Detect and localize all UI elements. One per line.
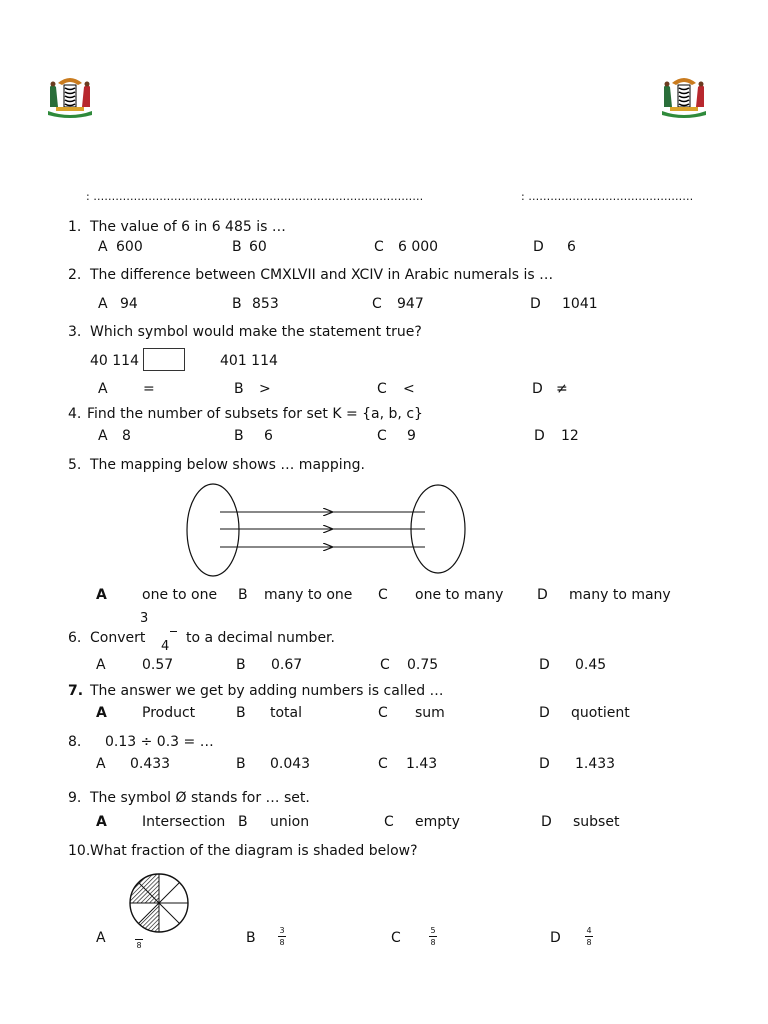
question-text: The answer we get by adding numbers is called … — [90, 683, 444, 699]
option-text: Product — [142, 705, 196, 721]
option-text: 1.433 — [575, 756, 616, 772]
option-text: 0.433 — [130, 756, 171, 772]
option-letter: A — [96, 756, 106, 772]
option-text: 6 — [567, 239, 576, 255]
option-letter: C — [380, 657, 390, 673]
option-letter: B — [236, 705, 246, 721]
option-text: > — [259, 381, 271, 397]
question-text: The symbol Ø stands for … set. — [90, 790, 310, 806]
question-number: 9. — [68, 790, 82, 806]
option-fraction: 4 8 — [586, 926, 592, 947]
option-text: 6 — [264, 428, 273, 444]
comparison-left-number: 40 114 — [90, 353, 139, 369]
question-number: 5. — [68, 457, 82, 473]
option-letter: C — [377, 381, 387, 397]
option-text: 0.043 — [270, 756, 311, 772]
fraction-denominator: 4 — [161, 639, 170, 654]
question-number: 10. — [68, 843, 91, 859]
option-text: union — [270, 814, 310, 830]
question-text: The value of 6 in 6 485 is … — [90, 219, 286, 235]
question-text: Convert — [90, 630, 146, 646]
option-letter: D — [533, 239, 544, 255]
option-letter: D — [537, 587, 548, 603]
option-fraction: 3 8 — [279, 926, 285, 947]
option-text: 6 000 — [398, 239, 439, 255]
option-letter: A — [96, 587, 107, 603]
question-text: The difference between CMXLVII and XCIV in Arabic numerals is … — [90, 267, 554, 283]
comparison-right-number: 401 114 — [220, 353, 278, 369]
question-number: 2. — [68, 267, 82, 283]
option-letter: C — [378, 756, 388, 772]
option-text: quotient — [571, 705, 630, 721]
option-text: subset — [573, 814, 620, 830]
option-text: 94 — [120, 296, 138, 312]
shaded-circle-diagram — [128, 873, 190, 933]
option-text: total — [270, 705, 303, 721]
option-text: empty — [415, 814, 460, 830]
question-text: What fraction of the diagram is shaded below? — [90, 843, 418, 859]
option-text: 853 — [252, 296, 279, 312]
question-number: 4. — [68, 406, 82, 422]
option-letter: A — [98, 381, 108, 397]
option-text: many to many — [569, 587, 671, 603]
date-blank-line: : ……………………………………… — [521, 190, 694, 203]
option-text: 0.57 — [142, 657, 174, 673]
option-letter: B — [232, 239, 242, 255]
question-text: 0.13 ÷ 0.3 = … — [105, 734, 214, 750]
option-letter: B — [232, 296, 242, 312]
option-letter: B — [234, 428, 244, 444]
option-text: 600 — [116, 239, 143, 255]
option-text: = — [143, 381, 155, 397]
option-letter: D — [530, 296, 541, 312]
option-letter: A — [98, 239, 108, 255]
option-text: < — [403, 381, 415, 397]
fraction-bar — [170, 631, 177, 632]
coat-of-arms-right-icon — [658, 73, 710, 121]
option-letter: A — [96, 705, 107, 721]
answer-box[interactable] — [143, 348, 185, 371]
option-text: 60 — [249, 239, 267, 255]
coat-of-arms-left-icon — [44, 73, 96, 121]
question-number: 1. — [68, 219, 82, 235]
option-letter: D — [550, 930, 561, 946]
option-letter: C — [378, 705, 388, 721]
option-text: 8 — [122, 428, 131, 444]
option-text: 947 — [397, 296, 424, 312]
domain-set-ellipse — [187, 484, 239, 576]
option-letter: D — [534, 428, 545, 444]
option-text: many to one — [264, 587, 353, 603]
question-number: 7. — [68, 683, 84, 699]
option-text: 1.43 — [406, 756, 438, 772]
option-text: 9 — [407, 428, 416, 444]
option-text: sum — [415, 705, 445, 721]
option-letter: C — [378, 587, 388, 603]
question-text: The mapping below shows … mapping. — [90, 457, 365, 473]
option-letter: D — [539, 657, 550, 673]
option-text: 0.75 — [407, 657, 439, 673]
option-fraction: 5 8 — [430, 926, 436, 947]
question-number: 8. — [68, 734, 82, 750]
name-blank-line: : ……………………………………………………………………………… — [86, 190, 424, 203]
option-letter: C — [391, 930, 401, 946]
question-text: Which symbol would make the statement true? — [90, 324, 422, 340]
question-text: to a decimal number. — [186, 630, 335, 646]
option-letter: A — [96, 930, 106, 946]
option-letter: B — [236, 756, 246, 772]
option-text: 1041 — [562, 296, 598, 312]
option-text: 0.45 — [575, 657, 607, 673]
option-letter: D — [532, 381, 543, 397]
option-letter: A — [98, 296, 108, 312]
option-letter: C — [372, 296, 382, 312]
option-letter: A — [96, 814, 107, 830]
question-number: 3. — [68, 324, 82, 340]
fraction-numerator: 3 — [140, 611, 149, 626]
option-text: Intersection — [142, 814, 226, 830]
option-letter: D — [539, 705, 550, 721]
option-letter: B — [238, 814, 248, 830]
mapping-diagram — [180, 480, 475, 582]
question-number: 6. — [68, 630, 82, 646]
option-text: 12 — [561, 428, 579, 444]
option-text: one to many — [415, 587, 504, 603]
option-text: one to one — [142, 587, 218, 603]
option-letter: C — [384, 814, 394, 830]
option-letter: C — [377, 428, 387, 444]
option-letter: D — [541, 814, 552, 830]
option-letter: A — [98, 428, 108, 444]
option-letter: B — [234, 381, 244, 397]
option-letter: D — [539, 756, 550, 772]
option-letter: B — [238, 587, 248, 603]
option-letter: A — [96, 657, 106, 673]
option-fraction: 8 — [136, 941, 142, 950]
option-text: ≠ — [556, 381, 568, 397]
option-letter: C — [374, 239, 384, 255]
option-text: 0.67 — [271, 657, 303, 673]
question-text: Find the number of subsets for set K = {a, b, c} — [87, 406, 423, 422]
option-letter: B — [246, 930, 256, 946]
option-letter: B — [236, 657, 246, 673]
